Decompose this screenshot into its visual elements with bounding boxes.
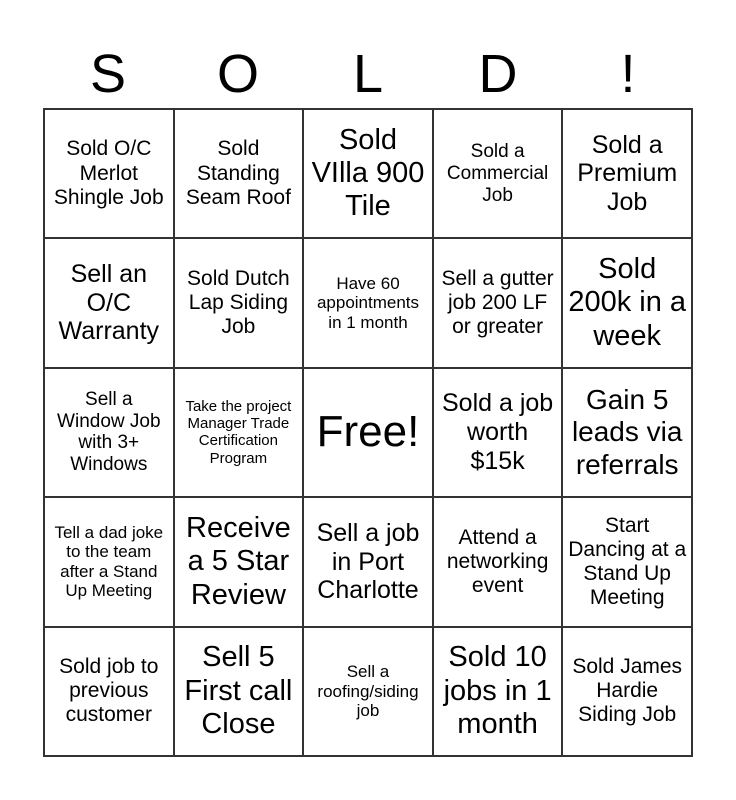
free-space-cell[interactable]: Free! [303, 368, 433, 497]
bingo-cell[interactable]: Receive a 5 Star Review [174, 497, 304, 626]
title-letter-o: O [216, 44, 259, 104]
title-letter-s: S [89, 44, 127, 104]
bingo-cell[interactable]: Have 60 appointments in 1 month [303, 238, 433, 367]
bingo-cell[interactable]: Sell a job in Port Charlotte [303, 497, 433, 626]
bingo-cell[interactable]: Attend a networking event [433, 497, 563, 626]
bingo-cell[interactable]: Sold a Commercial Job [433, 109, 563, 238]
bingo-cell[interactable]: Gain 5 leads via referrals [562, 368, 692, 497]
bingo-title [43, 40, 693, 108]
bingo-cell[interactable]: Sold 10 jobs in 1 month [433, 627, 563, 756]
bingo-cell[interactable]: Sold VIlla 900 Tile [303, 109, 433, 238]
bingo-cell[interactable]: Sell an O/C Warranty [44, 238, 174, 367]
bingo-cell[interactable]: Sold 200k in a week [562, 238, 692, 367]
bingo-cell[interactable]: Sell a Window Job with 3+ Windows [44, 368, 174, 497]
bingo-cell[interactable]: Sell a roofing/siding job [303, 627, 433, 756]
title-letter-d: D [478, 44, 518, 104]
bingo-cell[interactable]: Take the project Manager Trade Certification Program [174, 368, 304, 497]
bingo-board [43, 108, 693, 757]
bingo-cell[interactable]: Start Dancing at a Stand Up Meeting [562, 497, 692, 626]
bingo-cell[interactable]: Sell a gutter job 200 LF or greater [433, 238, 563, 367]
bingo-cell[interactable]: Sell 5 First call Close [174, 627, 304, 756]
title-letter-exclamation: ! [620, 44, 636, 104]
bingo-cell[interactable]: Sold O/C Merlot Shingle Job [44, 109, 174, 238]
bingo-cell[interactable]: Sold James Hardie Siding Job [562, 627, 692, 756]
bingo-cell[interactable]: Sold job to previous customer [44, 627, 174, 756]
bingo-cell[interactable]: Tell a dad joke to the team after a Stand Up Meeting [44, 497, 174, 626]
bingo-cell[interactable]: Sold a job worth $15k [433, 368, 563, 497]
title-letter-l: L [352, 44, 384, 104]
bingo-cell[interactable]: Sold Dutch Lap Siding Job [174, 238, 304, 367]
bingo-cell[interactable]: Sold a Premium Job [562, 109, 692, 238]
bingo-cell[interactable]: Sold Standing Seam Roof [174, 109, 304, 238]
